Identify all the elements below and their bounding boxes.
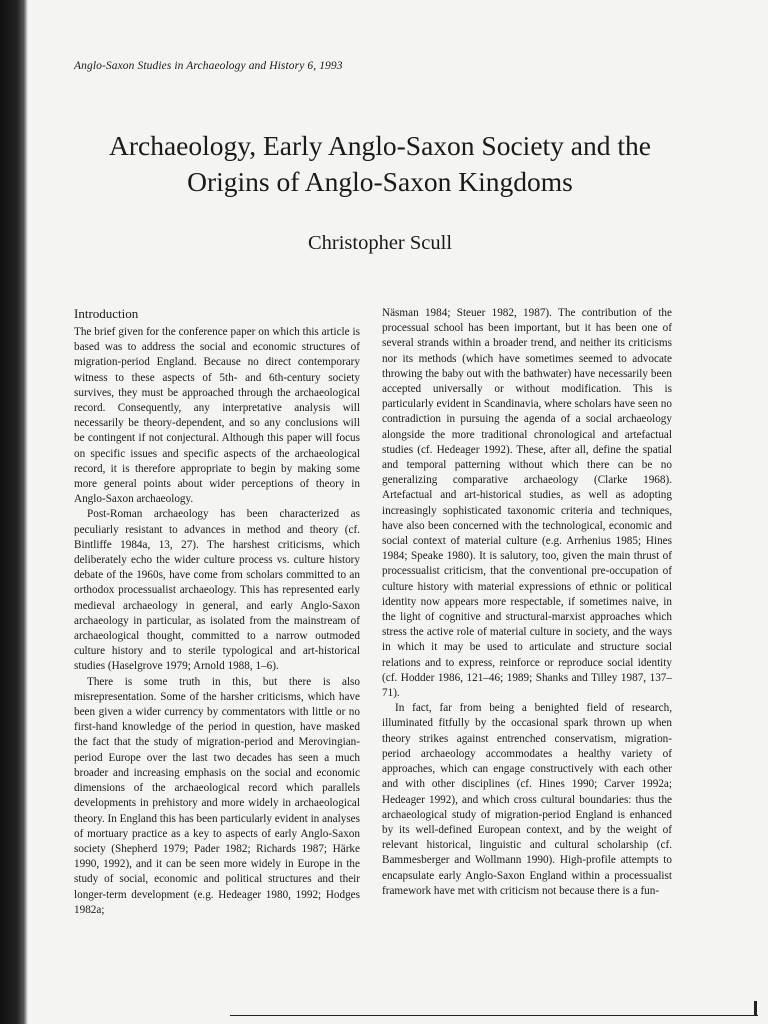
page-bottom-rule: [230, 1015, 758, 1016]
article-title-line-2: Origins of Anglo-Saxon Kingdoms: [187, 166, 573, 197]
page-binding-edge: [0, 0, 28, 1024]
body-paragraph: In fact, far from being a benighted field of research, illuminated fitfully by the occasional spark thrown up when theory strikes against entrenched conservatism, migration-period archaeology accommodates a healthy variety of approaches, which can engage constructively with each other and with other disciplines (cf. Hines 1990; Carver 1992a; Hedeager 1992), and which cross cultural boundaries: thus the archaeological study of migration-period England is enhanced by its well-defined European context, and by the weight of relevant historical, linguistic and cultural scholarship (cf. Bammesberger and Wollmann 1990). High-profile attempts to encapsulate early Anglo-Saxon England within a processualist framework have met with criticism not because there is a fun-: [382, 702, 672, 897]
left-column: [74, 306, 360, 918]
article-author: Christopher Scull: [307, 232, 453, 254]
body-paragraph: Näsman 1984; Steuer 1982, 1987). The contribution of the processual school has been important, but it has been one of several strands within a broader trend, and neither its criticisms nor its methods (which have sometimes seemed to advocate throwing the baby out with the bathwater) have necessarily been accepted universally or without modification. This is particularly evident in Scandinavia, where scholars have seen no contradiction in pursuing the agenda of a social archaeology alongside the more traditional chronological and artefactual studies (cf. Hedeager 1992). These, after all, define the spatial and temporal patterning without which there can be no generalizing comparative archaeology (Clarke 1968). Artefactual and art-historical studies, as well as adopting increasingly sophisticated taxonomic criteria and techniques, have also been concerned with the technological, economic and social context of material culture (e.g. Arrhenius 1985; Hines 1984; Speake 1980). It is salutory, too, given the main thrust of processualist criticism, that the conventional pre-occupation of culture history with material expressions of ethnic or political identity now appears more respectable, if sometimes naive, in the light of cognitive and structural-marxist approaches which stress the active role of material culture in society, and the ways in which it may be used to articulate and structure social relations and to express, reinforce or reproduce social identity (cf. Hodder 1986, 121–46; 1989; Shanks and Tilley 1987, 137–71).: [382, 307, 672, 700]
article-title: [40, 128, 720, 200]
body-paragraph: There is some truth in this, but there is also misrepresentation. Some of the harsher criticisms, which have been given a wider currency by commentators with little or no first-hand knowledge of the period in question, have masked the fact that the study of migration-period and Merovingian-period Europe over the last two decades has seen a much broader and increasing emphasis on the social and economic dimensions of the archaeological record which parallels developments in prehistory and more widely in archaeological theory. In England this has been particularly evident in analyses of mortuary practice as a key to aspects of early Anglo-Saxon society (Shepherd 1979; Pader 1982; Richards 1987; Härke 1990, 1992), and it can be seen more widely in Europe in the study of social, economic and political structures and their longer-term development (e.g. Hedeager 1980, 1992; Hodges 1982a;: [74, 675, 360, 916]
running-header: Anglo-Saxon Studies in Archaeology and History 6, 1993: [74, 60, 343, 72]
section-heading: Introduction: [74, 306, 139, 321]
right-column: [382, 306, 672, 899]
body-paragraph: The brief given for the conference paper on which this article is based was to address the social and economic structures of migration-period England. Because no direct contemporary witness to these aspects of 5th- and 6th-century society survives, they must be approached through the archaeological record. Consequently, any interpretative analysis will necessarily be theory-dependent, and so any conclusions will be contingent if not conjectural. Although this paper will focus on specific issues and specific aspects of the archaeological record, it is therefore appropriate to begin by making some more general points about wider perceptions of theory in Anglo-Saxon archaeology.: [74, 326, 360, 506]
article-title-line-1: Archaeology, Early Anglo-Saxon Society and the: [109, 130, 651, 161]
page-bottom-mark: [754, 1001, 757, 1016]
body-paragraph: Post-Roman archaeology has been characterized as peculiarly resistant to advances in method and theory (cf. Bintliffe 1984a, 13, 27). The harshest criticisms, which deliberately echo the wider culture process vs. culture history debate of the 1960s, have come from scholars committed to an orthodox processualist archaeology. This has represented early medieval archaeology in general, and early Anglo-Saxon archaeology in particular, as isolated from the mainstream of archaeological thought, committed to a narrow outmoded culture history and to sterile typological and art-historical studies (Haselgrove 1979; Arnold 1988, 1–6).: [74, 508, 360, 673]
